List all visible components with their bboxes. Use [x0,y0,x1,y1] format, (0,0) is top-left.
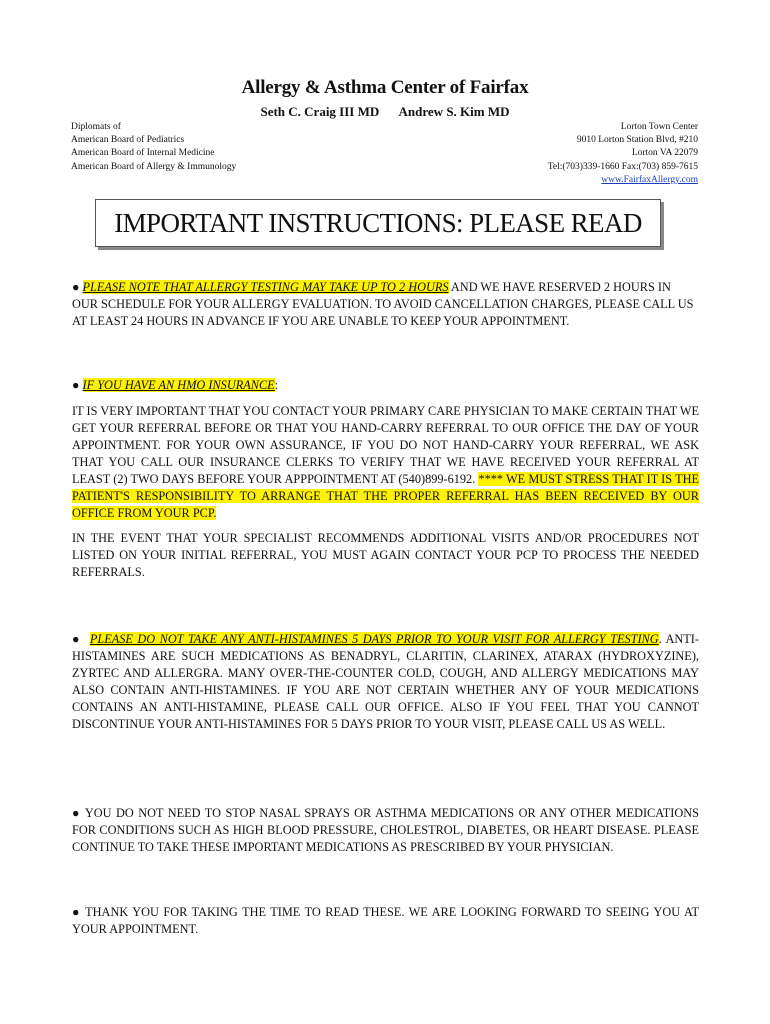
highlighted-text: PLEASE DO NOT TAKE ANY ANTI-HISTAMINES 5 DAYS PRIOR TO YOUR VISIT FOR ALLERGY TESTING [89,632,659,646]
address-line: Lorton VA 22079 [631,148,698,159]
paragraph-text: THANK YOU FOR TAKING THE TIME TO READ THESE. WE ARE LOOKING FORWARD TO SEEING YOU AT YOUR APPOINTMENT. [72,905,699,936]
bullet-icon: ● [72,905,81,919]
paragraph-text: IT IS VERY IMPORTANT THAT YOU CONTACT YOUR PRIMARY CARE PHYSICIAN TO MAKE CERTAIN THAT WE GET YOUR REFERRAL BEFORE OR THAT YOU HAND-CARRY REFERRAL TO OUR OFFICE THE DAY OF YOUR APPOINTMENT. FOR YOUR OWN ASSURANCE, IF YOU DO NOT HAND-CARRY YOUR REFERRAL, WE ASK THAT YOU CALL OUR INSURANCE CLERKS TO VERIFY THAT WE HAVE RECEIVED YOUR REFERRAL AT LEAST (2) TWO DAYS BEFORE YOUR APPPOINTMENT AT (540)899-6192. [72,404,699,486]
continue-medications-section [72,805,699,856]
website-link[interactable]: www.FairfaxAllergy.com [601,174,698,185]
testing-duration-notice [72,279,699,330]
phone-fax: Tel:(703)339-1660 Fax:(703) 859-7615 [547,161,698,172]
paragraph-text: . ANTI-HISTAMINES ARE SUCH MEDICATIONS AS BENADRYL, CLARITIN, CLARINEX, ATARAX (HYDROXYZINE), ZYRTEC AND ALLERGRA. MANY OVER-THE-COUNTER COLD, COUGH, AND ALLERGY MEDICATIONS MAY ALSO CONTAIN ANTI-HISTAMINES. IF YOU ARE NOT CERTAIN WHETHER ANY OF YOUR MEDICATIONS CONTAINS AN ANTI-HISTAMINE, PLEASE CALL OUR OFFICE. ALSO IF YOU FEEL THAT YOU CANNOT DISCONTINUE YOUR ANTI-HISTAMINES FOR 5 DAYS PRIOR TO YOUR VISIT, PLEASE CALL US AS WELL. [72,632,699,731]
bullet-icon: ● [72,632,81,646]
important-banner: IMPORTANT INSTRUCTIONS: PLEASE READ [95,199,661,247]
referral-paragraph: IN THE EVENT THAT YOUR SPECIALIST RECOMMENDS ADDITIONAL VISITS AND/OR PROCEDURES NOT LISTED ON YOUR INITIAL REFERRAL, YOU MUST AGAIN CONTACT YOUR PCP TO PROCESS THE NEEDED REFERRALS. [72,531,699,579]
highlighted-text: **** WE MUST STRESS THAT IT IS THE PATIENT'S RESPONSIBILITY TO ARRANGE THAT THE PROPER REFERRAL HAS BEEN RECEIVED BY OUR OFFICE FROM YOUR PCP. [72,472,699,520]
doctor-names [0,104,770,120]
hmo-paragraph [72,403,699,522]
doctor-name: Andrew S. Kim MD [398,104,510,119]
board-certifications [71,121,236,174]
notice-text: AND WE HAVE RESERVED 2 HOURS IN OUR SCHEDULE FOR YOUR ALLERGY EVALUATION. TO AVOID CANCELLATION CHARGES, PLEASE CALL US AT LEAST 24 HOURS IN ADVANCE IF YOU ARE UNABLE TO KEEP YOUR APPOINTMENT. [72,280,694,328]
certification-line: American Board of Internal Medicine [71,148,215,159]
heading-colon: : [274,378,279,392]
hmo-section [72,377,699,581]
doctor-name: Seth C. Craig III MD [260,104,380,119]
address-line: 9010 Lorton Station Blvd, #210 [576,135,698,146]
certification-line: Diplomats of [71,122,121,132]
section-heading: IF YOU HAVE AN HMO INSURANCE [82,378,275,392]
bullet-icon: ● [72,378,80,392]
paragraph-text: YOU DO NOT NEED TO STOP NASAL SPRAYS OR ASTHMA MEDICATIONS OR ANY OTHER MEDICATIONS FOR CONDITIONS SUCH AS HIGH BLOOD PRESSURE, CHOLESTROL, DIABETES, OR HEART DISEASE. PLEASE CONTINUE TO TAKE THESE IMPORTANT MEDICATIONS AS PRESCRIBED BY YOUR PHYSICIAN. [72,806,699,854]
address-line: Lorton Town Center [620,122,698,132]
certification-line: American Board of Allergy & Immunology [71,161,237,172]
bullet-icon: ● [72,280,80,294]
office-address [548,121,698,187]
highlighted-text: PLEASE NOTE THAT ALLERGY TESTING MAY TAKE UP TO 2 HOURS [82,280,449,294]
certification-line: American Board of Pediatrics [71,135,185,146]
bullet-icon: ● [72,806,81,820]
practice-name: Allergy & Asthma Center of Fairfax [241,77,529,98]
antihistamine-section [72,631,699,733]
thank-you-section [72,904,699,938]
